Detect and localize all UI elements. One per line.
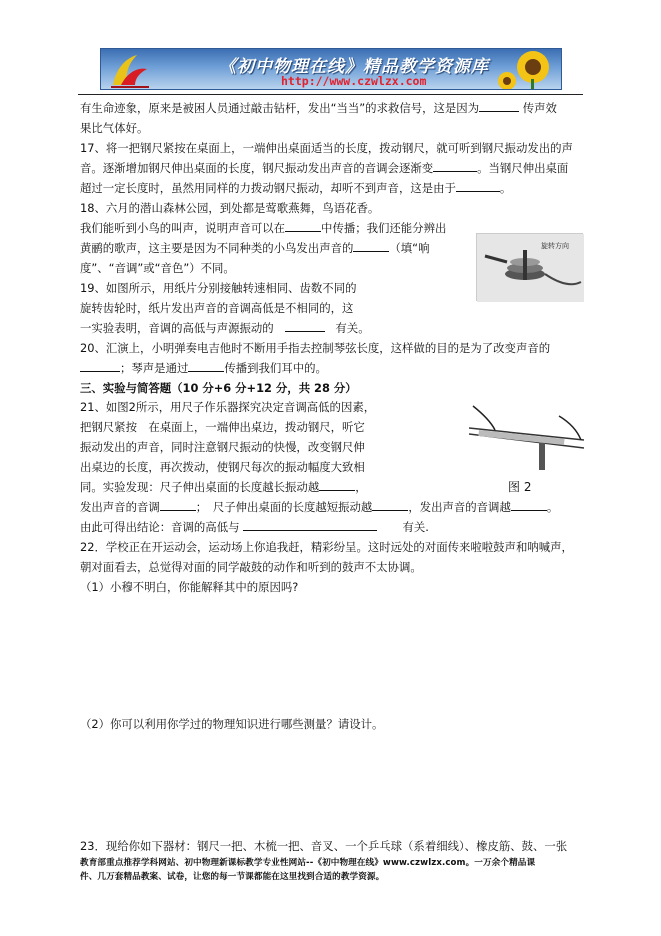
gear-figure [476,233,583,301]
banner-title: 《初中物理在线》精品教学资源库 [219,57,489,77]
text: 有生命迹象，原来是被困人员通过敲击钻杆，发出“当当”的求救信号，这是因为 [80,101,480,115]
site-logo-icon [107,51,153,89]
text: 由此可得出结论：音调的高低与 [80,520,240,534]
header-rule [78,94,583,95]
text: ， [355,480,367,494]
banner-url[interactable]: http://www.czwlzx.com [281,74,427,88]
text: 。 [499,181,512,195]
text: 一实验表明，音调的高低与声源振动的 [80,321,274,335]
text: 我们能听到小鸟的叫声，说明声音可以在 [80,221,286,235]
answer-blank[interactable] [80,360,120,372]
answer-blank[interactable] [188,360,224,372]
question-22-part-2: （2）你可以利用你学过的物理知识进行哪些测量？请设计。 [80,717,384,731]
answer-blank[interactable] [479,100,519,112]
footer-line-1: 教育部重点推荐学科网站、初中物理新课标教学专业性网站--《初中物理在线》www.czwlzx.com。一万余个精品课 [80,858,536,868]
question-18: 18、六月的潜山森林公园，到处都是莺歌燕舞，鸟语花香。 [80,201,380,215]
text-line: 振动发出的声音，同时注意钢尺振动的快慢，改变钢尺伸 [80,440,365,454]
text-line [80,499,558,515]
answer-blank[interactable] [160,499,196,511]
question-23: 23．现给你如下器材：钢尺一把、木梳一把、音叉、一个乒乓球（系着细线）、橡皮筋、鼓、一张 [80,839,568,853]
text-line [80,240,429,256]
text-line: 果比气体好。 [80,121,149,135]
answer-blank[interactable] [243,519,377,531]
text-line: 旋转齿轮时，纸片发出声音的音调高低是不相同的，这 [80,301,354,315]
answer-blank[interactable] [372,499,408,511]
answer-blank[interactable] [285,220,321,232]
question-20: 20、汇演上，小明弹奏电吉他时不断用手指去控制琴弦长度，这样做的目的是为了改变声音的 [80,341,551,355]
text-line [80,479,367,495]
section-3-heading: 三、实验与简答题（10 分+6 分+12 分，共 28 分） [80,381,357,395]
footer-line-2: 件、几万套精品教案、试卷，让您的每一节课都能在这里找到合适的教学资源。 [80,872,385,882]
sunflower-icon [495,49,555,90]
text-line: 朝对面看去，总觉得对面的同学敲鼓的动作和听到的鼓声不太协调。 [80,560,422,574]
answer-blank[interactable] [319,479,355,491]
text: 有关。 [335,321,370,335]
text-line [80,180,511,196]
text: 音。逐渐增加钢尺伸出桌面的长度，钢尺振动发出声音的音调会逐渐变 [80,161,434,175]
answer-blank[interactable] [353,240,389,252]
text: 传播到我们耳中的。 [224,361,327,375]
answer-blank[interactable] [456,180,500,192]
gear-illustration-icon [477,234,584,302]
text: 发出声音的音调 [80,500,160,514]
figure-2-caption: 图 2 [508,480,532,494]
text: ，发出声音的音调越 [408,500,511,514]
answer-blank[interactable] [511,499,547,511]
answer-blank[interactable] [285,320,325,332]
header-banner [100,48,562,90]
text-line [80,220,446,236]
text: 黄鹂的歌声，这主要是因为不同种类的小鸟发出声音的 [80,241,354,255]
text-line: 出桌边的长度，再次拨动，使钢尺每次的振动幅度大致相 [80,460,365,474]
text-line [80,519,429,535]
fig1-label: 旋转方向 [541,242,569,250]
text-line: 度”、“音调”或“音色”）不同。 [80,261,235,275]
question-22: 22．学校正在开运动会，运动场上你追我赶，精彩纷呈。这时远处的对面传来啦啦鼓声和呐喊声， [80,540,573,554]
ruler-illustration-icon [469,400,584,470]
text-line [80,360,327,376]
text-line [80,320,370,336]
text: 。当钢尺伸出桌面 [477,161,569,175]
text-line [80,160,568,176]
text: 有关. [402,520,429,534]
text: （填“响 [389,241,430,255]
question-21: 21、如图2所示，用尺子作乐器探究决定音调高低的因素， [80,400,376,414]
text: 。 [546,500,559,514]
text: 中传播；我们还能分辨出 [321,221,447,235]
text: 同。实验发现：尺子伸出桌面的长度越长振动越 [80,480,320,494]
text: ；琴声是通过 [120,361,189,375]
text: 超过一定长度时，虽然用同样的力拨动钢尺振动，却听不到声音，这是由于 [80,181,456,195]
text-line [80,100,557,116]
text: 传声效 [522,101,557,115]
question-19: 19、如图所示，用纸片分别接触转速相同、齿数不同的 [80,281,357,295]
answer-blank[interactable] [433,160,477,172]
text-line: 把钢尺紧按 在桌面上，一端伸出桌边，拨动钢尺，听它 [80,420,365,434]
text: ； 尺子伸出桌面的长度越短振动越 [195,500,373,514]
ruler-figure [469,400,584,470]
question-22-part-1: （1）小穆不明白，你能解释其中的原因吗? [80,580,299,594]
question-17: 17、将一把钢尺紧按在桌面上，一端伸出桌面适当的长度，拨动钢尺，就可听到钢尺振动发出的声 [80,141,573,155]
